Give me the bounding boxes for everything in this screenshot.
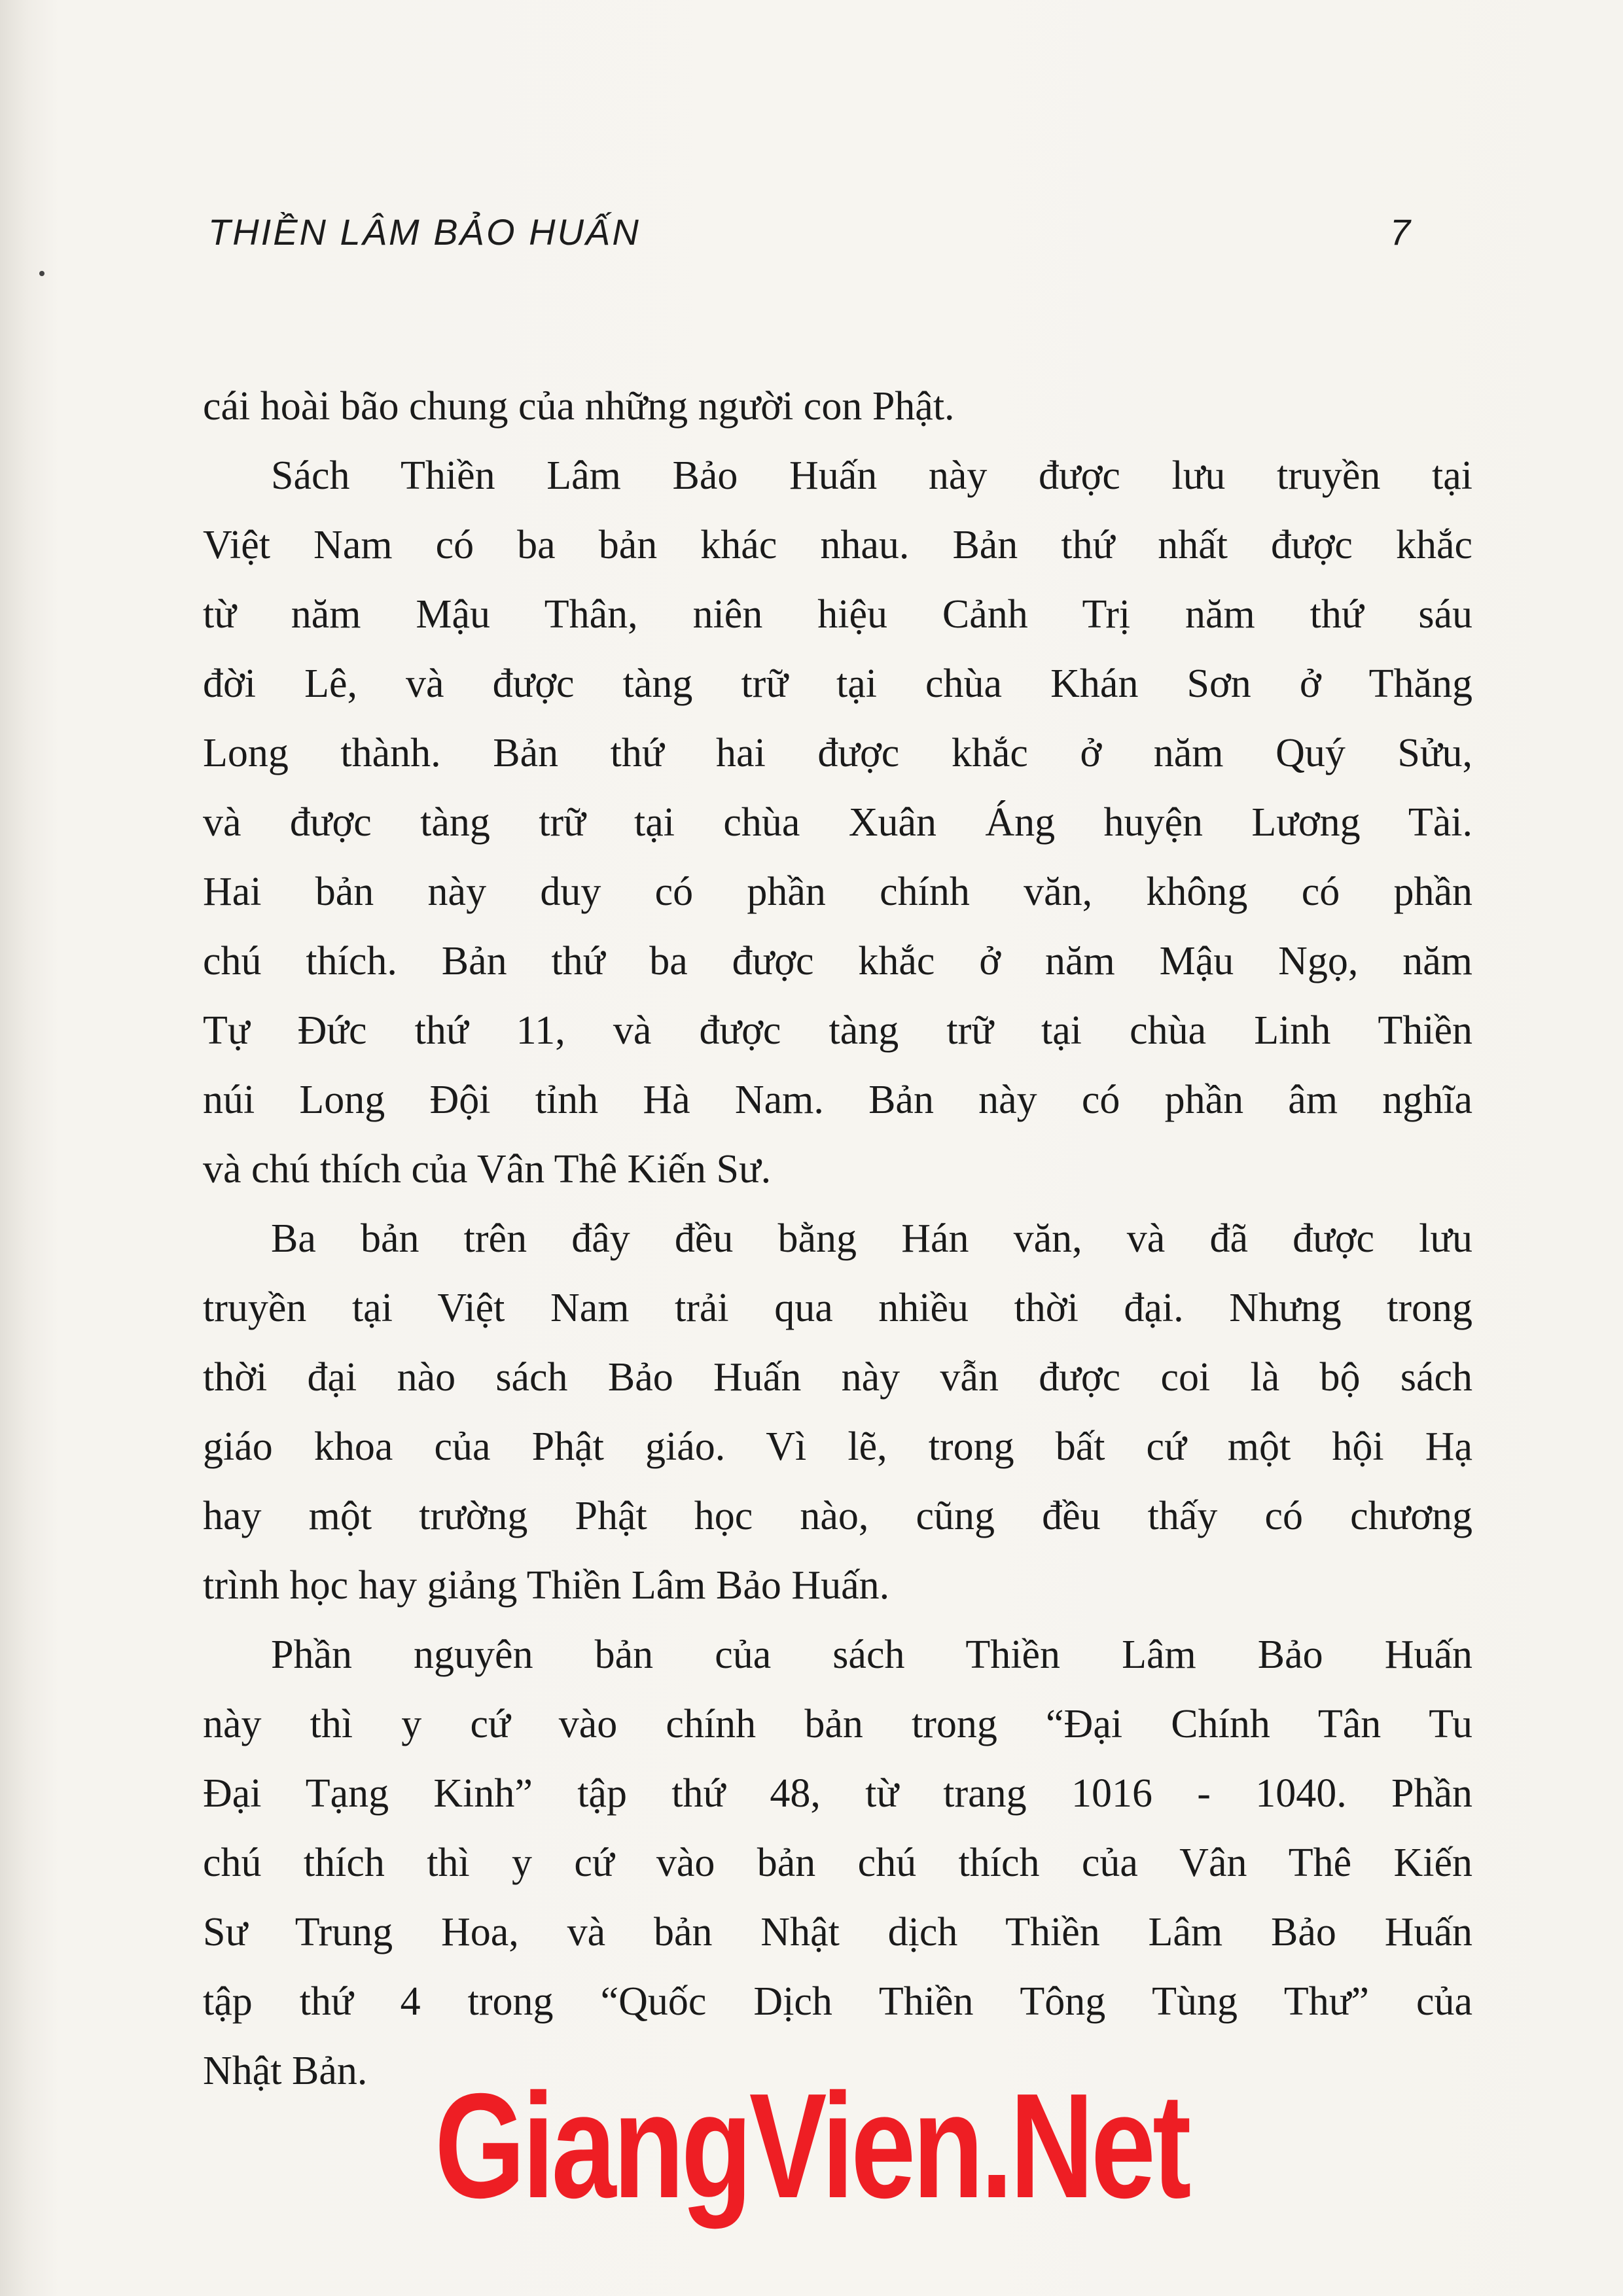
text-line: chú thích thì y cứ vào bản chú thích của Vân Thê Kiến xyxy=(203,1841,1472,1885)
text-line: Long thành. Bản thứ hai được khắc ở năm Quý Sửu, xyxy=(203,731,1472,775)
text-line: cái hoài bão chung của những người con Phật. xyxy=(203,384,955,429)
text-line: trình học hay giảng Thiền Lâm Bảo Huấn. xyxy=(203,1563,890,1608)
running-head-title: THIỀN LÂM BẢO HUẤN xyxy=(208,211,641,253)
text-line: giáo khoa của Phật giáo. Vì lẽ, trong bất cứ một hội Hạ xyxy=(203,1424,1472,1469)
text-line: và được tàng trữ tại chùa Xuân Áng huyện Lương Tài. xyxy=(203,800,1472,845)
body-text xyxy=(203,372,1472,2106)
watermark: GiangVien.Net xyxy=(435,2063,1188,2229)
text-line: Sư Trung Hoa, và bản Nhật dịch Thiền Lâm Bảo Huấn xyxy=(203,1910,1472,1954)
text-line: Ba bản trên đây đều bằng Hán văn, và đã được lưu xyxy=(271,1216,1472,1261)
text-line: Hai bản này duy có phần chính văn, không có phần xyxy=(203,870,1472,914)
text-line: tập thứ 4 trong “Quốc Dịch Thiền Tông Tùng Thư” của xyxy=(203,1979,1472,2024)
text-line: và chú thích của Vân Thê Kiến Sư. xyxy=(203,1147,772,1192)
text-line: từ năm Mậu Thân, niên hiệu Cảnh Trị năm thứ sáu xyxy=(203,592,1472,637)
text-line: truyền tại Việt Nam trải qua nhiều thời đại. Nhưng trong xyxy=(203,1286,1472,1330)
text-line: thời đại nào sách Bảo Huấn này vẫn được coi là bộ sách xyxy=(203,1355,1472,1400)
page-speck xyxy=(39,271,45,276)
text-line: núi Long Đội tỉnh Hà Nam. Bản này có phần âm nghĩa xyxy=(203,1078,1472,1122)
text-line: Nhật Bản. xyxy=(203,2049,368,2093)
running-head xyxy=(208,211,1412,263)
text-line: hay một trường Phật học nào, cũng đều thấy có chương xyxy=(203,1494,1472,1538)
text-line: đời Lê, và được tàng trữ tại chùa Khán Sơn ở Thăng xyxy=(203,662,1472,706)
text-line: Sách Thiền Lâm Bảo Huấn này được lưu truyền tại xyxy=(271,453,1472,498)
text-line: Phần nguyên bản của sách Thiền Lâm Bảo Huấn xyxy=(271,1633,1472,1677)
text-line: Việt Nam có ba bản khác nhau. Bản thứ nhất được khắc xyxy=(203,523,1472,567)
text-line: Tự Đức thứ 11, và được tàng trữ tại chùa Linh Thiền xyxy=(203,1008,1472,1053)
text-line: chú thích. Bản thứ ba được khắc ở năm Mậu Ngọ, năm xyxy=(203,939,1472,983)
page-number: 7 xyxy=(1389,211,1412,253)
text-line: Đại Tạng Kinh” tập thứ 48, từ trang 1016 - 1040. Phần xyxy=(203,1771,1472,1816)
text-line: này thì y cứ vào chính bản trong “Đại Chính Tân Tu xyxy=(203,1702,1472,1746)
